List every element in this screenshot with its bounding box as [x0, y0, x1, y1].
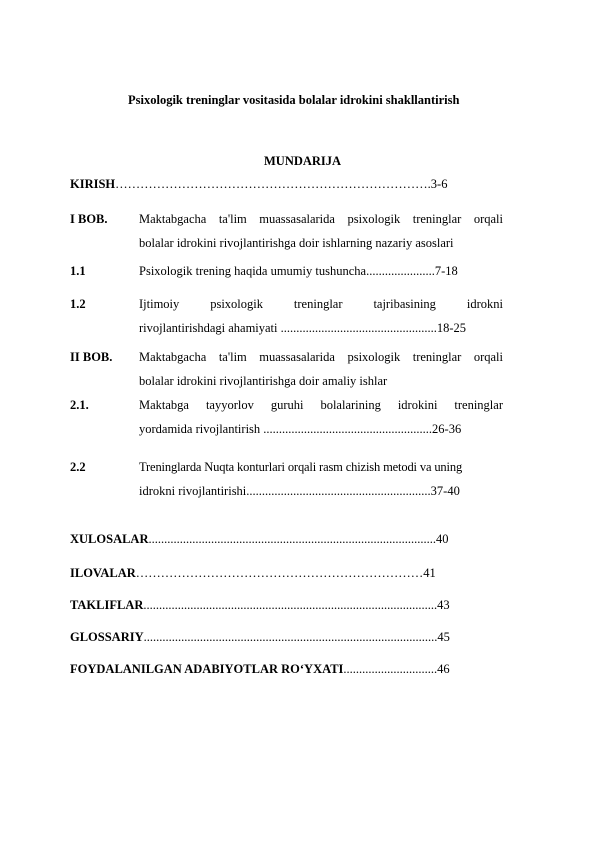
toc-page-number: 43: [437, 598, 450, 612]
toc-entry-bob2-line2[interactable]: bolalar idrokini rivojlantirishga doir amaliy ishlar: [139, 374, 388, 388]
toc-heading: MUNDARIJA: [264, 154, 342, 168]
toc-word: idrokni: [466, 297, 503, 311]
toc-entry-bob1-line2[interactable]: bolalar idrokini rivojlantirishga doir ishlarning nazariy asoslari: [139, 236, 454, 250]
toc-entry-2-2-line2[interactable]: idrokni rivojlantirishi...........................................................37-40: [139, 484, 460, 498]
toc-entry-kirish[interactable]: [70, 177, 447, 192]
toc-entry-takliflar[interactable]: [70, 598, 450, 613]
toc-leader-dots: ..............................................................................................: [143, 630, 438, 644]
toc-leader-dots: ……………………………………………………………: [135, 566, 424, 580]
toc-entry-label: KIRISH: [70, 177, 116, 191]
toc-page-number: 40: [436, 532, 449, 546]
toc-leader-dots: ..............................: [343, 662, 438, 676]
toc-page-number: 41: [423, 566, 436, 580]
toc-entry-glossariy[interactable]: [70, 630, 450, 645]
toc-label-2-1: 2.1.: [70, 398, 89, 412]
toc-entry-label: FOYDALANILGAN ADABIYOTLAR RO‘YXATI: [70, 662, 344, 676]
toc-entry-1-2-line2[interactable]: rivojlantirishdagi ahamiyati ..................................................18-25: [139, 321, 467, 335]
toc-page-number: 3-6: [430, 177, 448, 191]
toc-word: tajribasining: [373, 297, 436, 311]
toc-word: psixologik: [210, 297, 263, 311]
document-title: Psixologik treninglar vositasida bolalar idrokini shakllantirish: [128, 93, 460, 107]
toc-word: Ijtimoiy: [139, 297, 180, 311]
toc-entry-ilovalar[interactable]: [70, 566, 436, 581]
toc-entry-1-1[interactable]: Psixologik trening haqida umumiy tushuncha......................7-18: [139, 264, 458, 278]
toc-entry-xulosalar[interactable]: [70, 532, 449, 547]
toc-entry-label: TAKLIFLAR: [70, 598, 144, 612]
toc-entry-2-1-line2[interactable]: yordamida rivojlantirish ......................................................26-36: [139, 422, 462, 436]
toc-entry-2-2-line1[interactable]: Treninglarda Nuqta konturlari orqali rasm chizish metodi va uning: [139, 460, 463, 474]
toc-leader-dots: ..............................................................................................: [143, 598, 438, 612]
toc-label-1-2: 1.2: [70, 297, 86, 311]
toc-page-number: 45: [437, 630, 450, 644]
toc-entry-label: GLOSSARIY: [70, 630, 144, 644]
toc-entry-1-2-line1[interactable]: [139, 297, 503, 312]
toc-word: treninglar: [293, 297, 343, 311]
toc-label-2-2: 2.2: [70, 460, 86, 474]
toc-entry-bob1-line1[interactable]: Maktabgacha ta'lim muassasalarida psixologik treninglar orqali: [139, 212, 503, 226]
toc-entry-label: XULOSALAR: [70, 532, 149, 546]
toc-leader-dots: ………………………………………………………………….: [115, 177, 431, 191]
toc-page-number: 46: [437, 662, 450, 676]
toc-label-bob2: II BOB.: [70, 350, 113, 364]
toc-entry-bob2-line1[interactable]: Maktabgacha ta'lim muassasalarida psixologik treninglar orqali: [139, 350, 503, 364]
toc-entry-foydalanilgan-adabiyotlar[interactable]: [70, 662, 450, 677]
toc-entry-label: ILOVALAR: [70, 566, 136, 580]
toc-label-bob1: I BOB.: [70, 212, 108, 226]
toc-entry-2-1-line1[interactable]: Maktabga tayyorlov guruhi bolalarining idrokini treninglar: [139, 398, 503, 412]
toc-label-1-1: 1.1: [70, 264, 86, 278]
toc-leader-dots: ............................................................................................: [148, 532, 436, 546]
